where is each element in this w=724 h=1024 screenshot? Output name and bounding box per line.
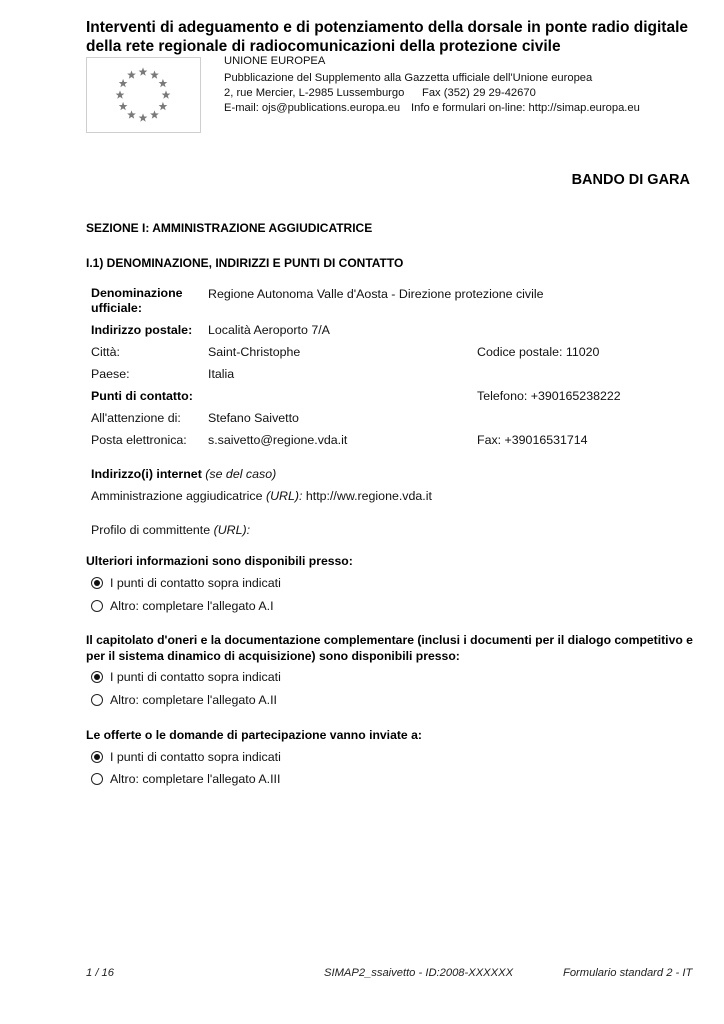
- footer-doc-id: SIMAP2_ssaivetto - ID:2008-XXXXXX: [324, 967, 514, 979]
- header-email: E-mail: ojs@publications.europa.eu: [224, 102, 401, 114]
- footer-form-name: Formulario standard 2 - IT: [563, 967, 693, 979]
- fax: Fax: +39016531714: [477, 433, 588, 447]
- indirizzo-label: Indirizzo postale:: [91, 323, 193, 337]
- punti-contatto-label: Punti di contatto:: [91, 389, 193, 403]
- star-icon: [119, 102, 128, 110]
- profilo-row: [91, 523, 250, 537]
- attenzione-value: Stefano Saivetto: [208, 411, 299, 425]
- profilo-label: Profilo di committente: [91, 523, 211, 537]
- star-icon: [139, 67, 148, 75]
- indirizzo-value: Località Aeroporto 7/A: [208, 323, 330, 337]
- denominazione-label: Denominazione ufficiale:: [91, 286, 183, 315]
- option-label: Altro: completare l'allegato A.II: [110, 693, 277, 707]
- star-icon: [127, 70, 136, 78]
- star-icon: [150, 70, 159, 78]
- internet-heading-label: Indirizzo(i) internet: [91, 467, 202, 481]
- codice-postale: Codice postale: 11020: [477, 345, 600, 359]
- internet-heading-note: (se del caso): [205, 467, 277, 481]
- star-icon: [127, 110, 136, 118]
- document-title: Interventi di adeguamento e di potenziamento della dorsale in ponte radio digitale della rete regionale di radiocomunicazioni della protezione civile: [86, 19, 689, 55]
- option-label: I punti di contatto sopra indicati: [110, 750, 281, 764]
- header-org: UNIONE EUROPEA: [224, 55, 326, 67]
- amministrazione-url-row: [91, 489, 432, 503]
- radio-empty-icon[interactable]: [91, 600, 103, 612]
- eu-flag-icon: [86, 57, 201, 133]
- question-capitolato: Il capitolato d'oneri e la documentazione complementare (inclusi i documenti per il dialogo competitivo e per il sistema dinamico di acquisizione) sono disponibili presso:: [86, 633, 693, 663]
- section-title: SEZIONE I: AMMINISTRAZIONE AGGIUDICATRICE: [86, 221, 373, 235]
- star-icon: [116, 90, 125, 98]
- q3-option-altro[interactable]: [91, 772, 280, 786]
- header-fax: Fax (352) 29 29-42670: [422, 87, 536, 99]
- posta-label: Posta elettronica:: [91, 433, 187, 447]
- radio-selected-icon[interactable]: [91, 671, 103, 683]
- profilo-url-note: (URL):: [213, 523, 251, 537]
- radio-selected-icon[interactable]: [91, 577, 103, 589]
- question-ulteriori-informazioni: Ulteriori informazioni sono disponibili presso:: [86, 554, 353, 568]
- citta-label: Città:: [91, 345, 120, 359]
- denominazione-value: Regione Autonoma Valle d'Aosta - Direzione protezione civile: [208, 287, 544, 301]
- question-offerte: Le offerte o le domande di partecipazione vanno inviate a:: [86, 728, 422, 742]
- star-icon: [159, 79, 168, 87]
- footer-page-number: 1 / 16: [86, 967, 114, 979]
- radio-empty-icon[interactable]: [91, 694, 103, 706]
- q3-option-contatti[interactable]: [91, 750, 281, 764]
- header-address: 2, rue Mercier, L-2985 Lussemburgo: [224, 87, 405, 99]
- radio-empty-icon[interactable]: [91, 773, 103, 785]
- option-label: I punti di contatto sopra indicati: [110, 576, 281, 590]
- q1-option-contatti[interactable]: [91, 576, 281, 590]
- star-icon: [150, 110, 159, 118]
- notice-type: BANDO DI GARA: [571, 172, 690, 188]
- subsection-title: I.1) DENOMINAZIONE, INDIRIZZI E PUNTI DI CONTATTO: [86, 256, 404, 270]
- posta-value: s.saivetto@regione.vda.it: [208, 433, 348, 447]
- paese-label: Paese:: [91, 367, 130, 381]
- q1-option-altro[interactable]: [91, 599, 274, 613]
- internet-heading: [91, 467, 276, 481]
- q2-option-contatti[interactable]: [91, 670, 281, 684]
- header-publication: Pubblicazione del Supplemento alla Gazzetta ufficiale dell'Unione europea: [224, 72, 593, 84]
- telefono: Telefono: +390165238222: [477, 389, 621, 403]
- eu-stars-icon: [87, 58, 200, 132]
- option-label: Altro: completare l'allegato A.I: [110, 599, 274, 613]
- star-icon: [119, 79, 128, 87]
- option-label: Altro: completare l'allegato A.III: [110, 772, 281, 786]
- amministrazione-url-note: (URL):: [265, 489, 303, 503]
- attenzione-label: All'attenzione di:: [91, 411, 181, 425]
- star-icon: [139, 113, 148, 121]
- q2-option-altro[interactable]: [91, 693, 277, 707]
- amministrazione-label: Amministrazione aggiudicatrice: [91, 489, 263, 503]
- option-label: I punti di contatto sopra indicati: [110, 670, 281, 684]
- radio-selected-icon[interactable]: [91, 751, 103, 763]
- header-info: Info e formulari on-line: http://simap.europa.eu: [411, 102, 640, 114]
- amministrazione-url[interactable]: http://ww.regione.vda.it: [305, 489, 432, 503]
- citta-value: Saint-Christophe: [208, 345, 301, 359]
- star-icon: [159, 102, 168, 110]
- star-icon: [162, 90, 171, 98]
- paese-value: Italia: [208, 367, 235, 381]
